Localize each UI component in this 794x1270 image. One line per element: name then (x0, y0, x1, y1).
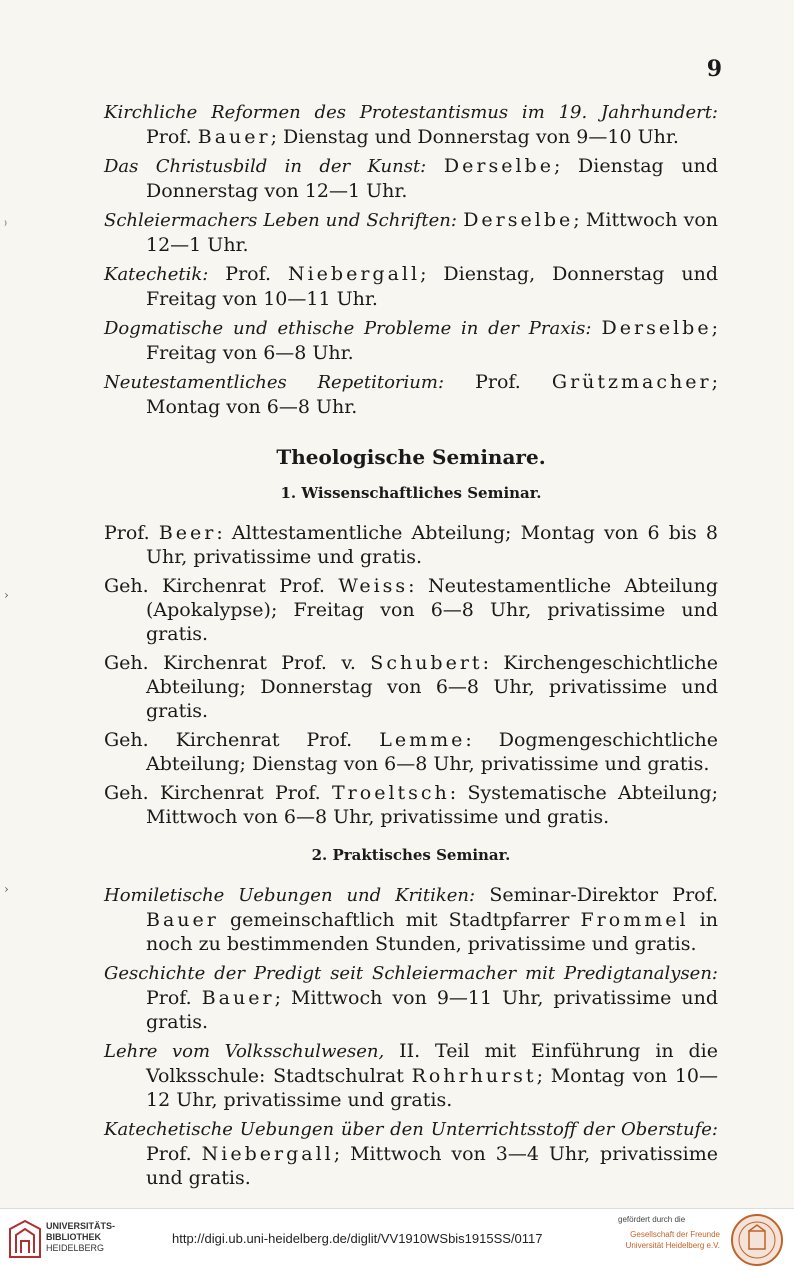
seminar-entry: Geh. Kirchenrat Prof. v. Schubert: Kirchengeschichtliche Abteilung; Donnerstag von 6—8 Uhr, privatissime und gratis. (104, 652, 718, 722)
margin-mark: ⁾ (4, 218, 7, 232)
lecturer-name: Niebergall (201, 1143, 334, 1165)
library-name: UNIVERSITÄTS- BIBLIOTHEK HEIDELBERG (46, 1221, 116, 1253)
library-logo-icon (8, 1219, 42, 1259)
lecturer-name: Rohrhurst (411, 1065, 537, 1087)
lecture-entry: Das Christusbild in der Kunst: Derselbe; Dienstag und Donnerstag von 12—1 Uhr. (104, 155, 718, 202)
course-title: Homiletische Uebungen und Kritiken: (104, 885, 476, 906)
course-title: Lehre vom Volksschulwesen, (104, 1041, 385, 1062)
seminar-entry: Geh. Kirchenrat Prof. Weiss: Neutestamentliche Abteilung (Apokalypse); Freitag von 6—8 Uhr, privatissime und gratis. (104, 575, 719, 645)
page-number: 9 (706, 56, 722, 82)
lecturer-name: Derselbe (443, 155, 554, 177)
lecturer-name: Bauer (201, 987, 275, 1009)
lecturer-name: Grützmacher (551, 371, 712, 393)
seminar-entry: Geh. Kirchenrat Prof. Lemme: Dogmengeschichtliche Abteilung; Dienstag von 6—8 Uhr, privatissime und gratis. (104, 729, 718, 775)
section-title: Theologische Seminare. (276, 445, 546, 469)
lecturer-name: Bauer (146, 909, 219, 931)
lecture-title: Kirchliche Reformen des Protestantismus im 19. Jahrhundert: (104, 102, 718, 123)
seminar2-heading: 2. Praktisches Seminar. (311, 846, 511, 864)
lecture-entry: Schleiermachers Leben und Schriften: Derselbe; Mittwoch von 12—1 Uhr. (104, 209, 718, 256)
lecture-title: Schleiermachers Leben und Schriften: (104, 210, 457, 231)
digitization-footer (0, 1208, 794, 1270)
course-title: Geschichte der Predigt seit Schleiermacher mit Predigtanalysen: (104, 963, 718, 984)
lecturer-name: Derselbe (463, 209, 574, 231)
seminar-entry: Lehre vom Volksschulwesen, II. Teil mit Einführung in die Volksschule: Stadtschulrat Rohrhurst; Montag von 10—12 Uhr, privatissime und gratis. (104, 1040, 718, 1111)
seminar-entry: Prof. Beer: Alttestamentliche Abteilung; Montag von 6 bis 8 Uhr, privatissime und gratis. (104, 522, 718, 568)
lecturer-name: Bauer (197, 126, 271, 148)
seminar-entry: Geschichte der Predigt seit Schleiermacher mit Predigtanalysen: Prof. Bauer; Mittwoch von 9—11 Uhr, privatissime und gratis. (104, 963, 718, 1033)
lecturer-name: Weiss (338, 575, 409, 597)
lecture-title: Katechetik: (104, 264, 209, 285)
lecture-entry: Katechetik: Prof. Niebergall; Dienstag, Donnerstag und Freitag von 10—11 Uhr. (104, 263, 719, 310)
lecture-list (104, 100, 718, 1195)
lecturer-name: Lemme (379, 729, 466, 751)
lecture-entry: Dogmatische und ethische Probleme in der Praxis: Derselbe; Freitag von 6—8 Uhr. (104, 317, 718, 364)
funded-by-label: gefördert durch die (618, 1215, 686, 1224)
seminar1-heading: 1. Wissenschaftliches Seminar. (280, 484, 542, 502)
lecture-title: Dogmatische und ethische Probleme in der Praxis: (104, 318, 592, 339)
seminar-entry: Homiletische Uebungen und Kritiken: Seminar-Direktor Prof. Bauer gemeinschaftlich mit Stadtpfarrer Frommel in noch zu bestimmenden Stunden, privatissime und gratis. (104, 884, 718, 955)
lecture-title: Das Christusbild in der Kunst: (104, 156, 427, 177)
margin-mark: › (4, 882, 9, 896)
lecture-entry: Kirchliche Reformen des Protestantismus im 19. Jahrhundert: Prof. Bauer; Dienstag und Donnerstag von 9—10 Uhr. (104, 102, 718, 148)
course-title: Katechetische Uebungen über den Unterrichtsstoff der Oberstufe: (104, 1119, 718, 1140)
lecture-entry: Neutestamentliches Repetitorium: Prof. Grützmacher; Montag von 6—8 Uhr. (104, 371, 718, 418)
margin-mark: › (4, 588, 9, 602)
university-seal-icon (730, 1213, 784, 1267)
lecturer-name: Niebergall (287, 263, 421, 285)
lecturer-name: Beer (158, 522, 217, 544)
lecture-title: Neutestamentliches Repetitorium: (104, 372, 445, 393)
seminar-entry: Geh. Kirchenrat Prof. Troeltsch: Systematische Abteilung; Mittwoch von 6—8 Uhr, privatissime und gratis. (104, 782, 718, 828)
permalink-url[interactable]: http://digi.ub.uni-heidelberg.de/diglit/VV1910WSbis1915SS/0117 (172, 1231, 543, 1246)
lecturer-name: Frommel (580, 909, 689, 931)
lecturer-name: Derselbe (601, 317, 712, 339)
lecturer-name: Schubert (370, 652, 483, 674)
lecturer-name: Troeltsch (332, 782, 450, 804)
seminar-entry: Katechetische Uebungen über den Unterrichtsstoff der Oberstufe: Prof. Niebergall; Mittwoch von 3—4 Uhr, privatissime und gratis. (104, 1119, 718, 1189)
society-name: Gesellschaft der Freunde Universität Heidelberg e.V. (625, 1230, 720, 1250)
